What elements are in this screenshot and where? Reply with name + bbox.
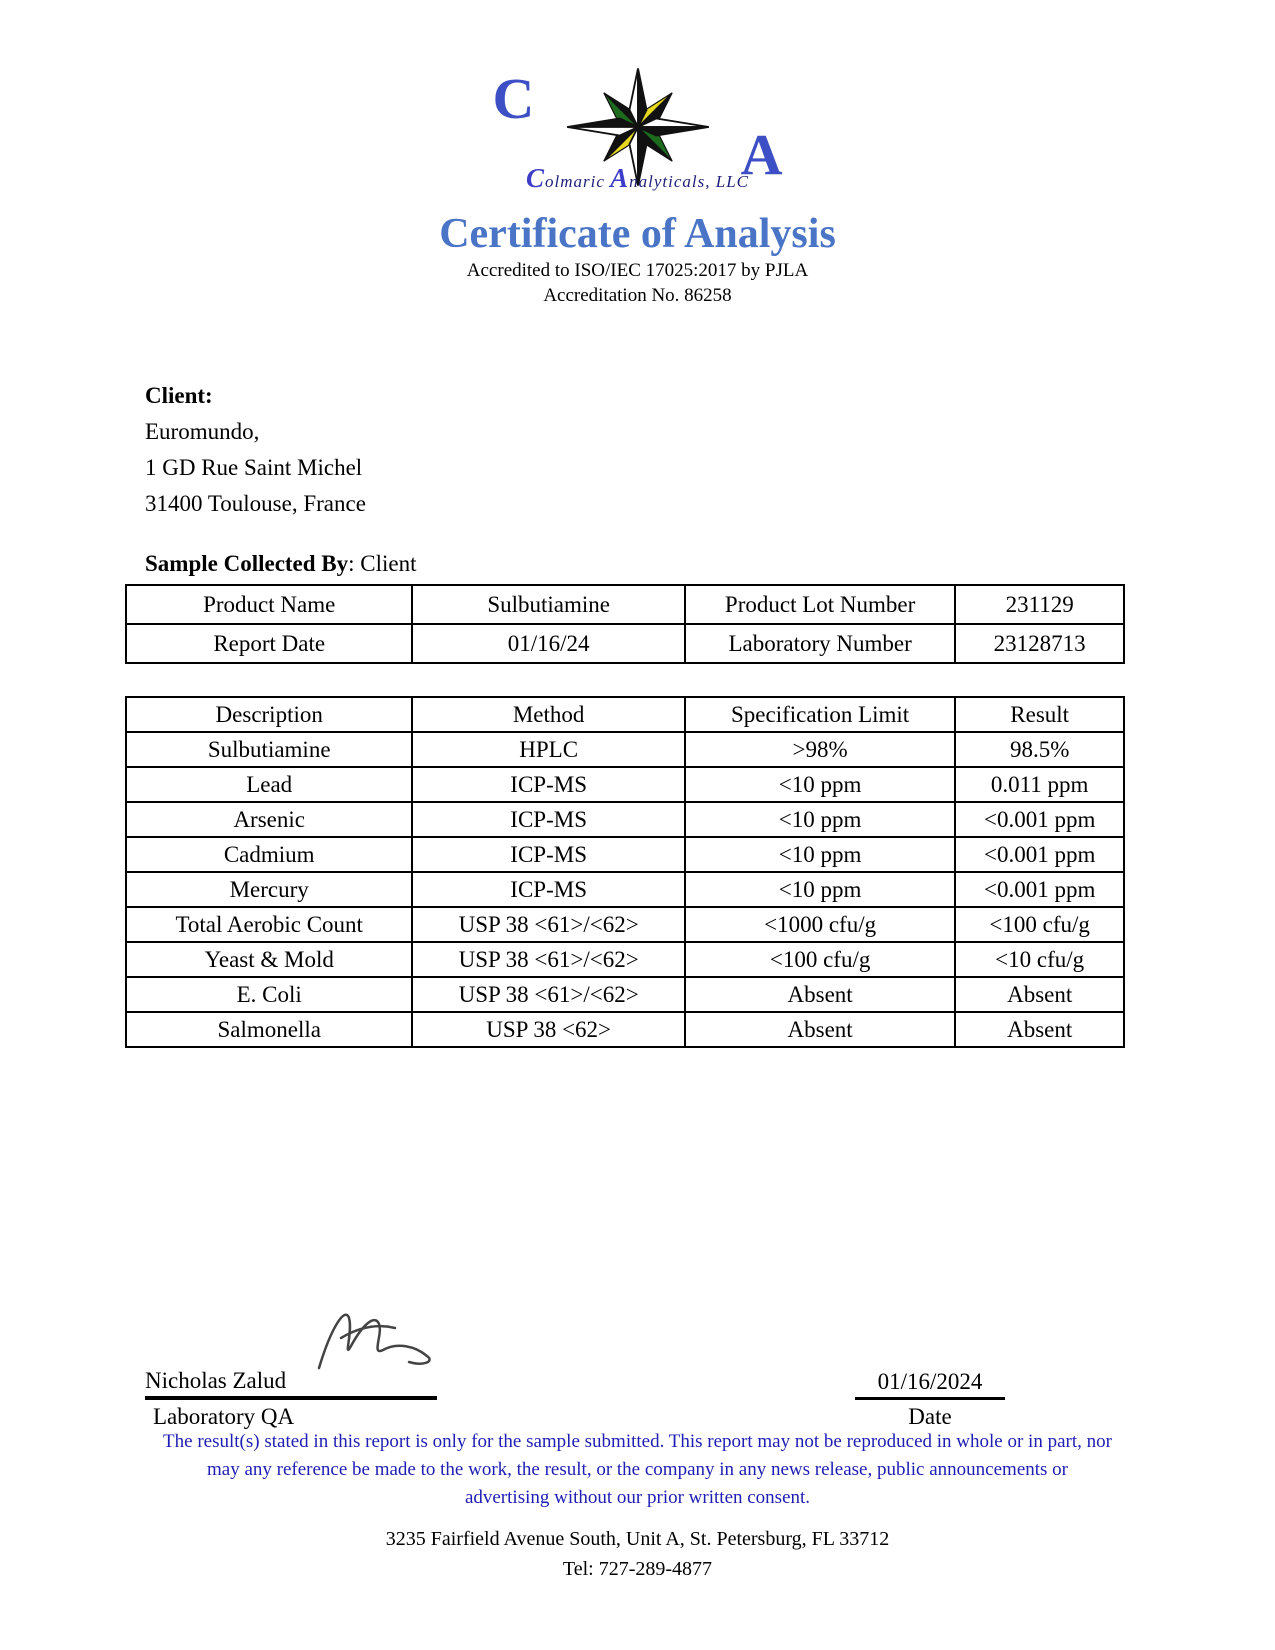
- result-cell: Total Aerobic Count: [126, 907, 412, 942]
- product-name-label: Product Name: [126, 585, 412, 624]
- result-cell: <10 ppm: [685, 837, 955, 872]
- product-lot-number-label: Product Lot Number: [685, 585, 955, 624]
- result-cell: Absent: [685, 1012, 955, 1047]
- sample-collected-by-label: Sample Collected By: [145, 551, 349, 576]
- result-cell: <0.001 ppm: [955, 837, 1124, 872]
- signature-label-row: [145, 1404, 1005, 1430]
- table-row: [126, 907, 1124, 942]
- logo-letter-c: C: [492, 66, 535, 131]
- result-cell: Lead: [126, 767, 412, 802]
- signature-line-row: [145, 1368, 1005, 1400]
- result-cell: ICP-MS: [412, 837, 684, 872]
- result-cell: E. Coli: [126, 977, 412, 1012]
- company-name-part2: nalyticals, LLC: [629, 172, 750, 191]
- result-cell: <10 ppm: [685, 872, 955, 907]
- footer-phone: Tel: 727-289-4877: [562, 1558, 713, 1580]
- result-cell: USP 38 <62>: [412, 1012, 684, 1047]
- laboratory-number-value: 23128713: [955, 624, 1124, 663]
- company-name-initial-a: A: [610, 163, 630, 193]
- result-cell: <10 ppm: [685, 802, 955, 837]
- title-block: [0, 210, 1275, 308]
- result-cell: Absent: [685, 977, 955, 1012]
- result-cell: Cadmium: [126, 837, 412, 872]
- result-cell: Sulbutiamine: [126, 732, 412, 767]
- signer-name: Nicholas Zalud: [145, 1368, 437, 1400]
- result-cell: <10 ppm: [685, 767, 955, 802]
- client-block: [145, 378, 366, 522]
- table-row: [126, 767, 1124, 802]
- product-info-table: [125, 584, 1125, 664]
- result-cell: 0.011 ppm: [955, 767, 1124, 802]
- result-cell: <0.001 ppm: [955, 872, 1124, 907]
- laboratory-number-label: Laboratory Number: [685, 624, 955, 663]
- result-cell: <100 cfu/g: [955, 907, 1124, 942]
- table-row: [126, 732, 1124, 767]
- table-row: [126, 977, 1124, 1012]
- result-cell: Arsenic: [126, 802, 412, 837]
- report-date-label: Report Date: [126, 624, 412, 663]
- result-cell: <1000 cfu/g: [685, 907, 955, 942]
- result-cell: <100 cfu/g: [685, 942, 955, 977]
- logo-letter-a: A: [740, 122, 783, 187]
- signature-block: [145, 1368, 1005, 1430]
- header-description: Description: [126, 697, 412, 732]
- header-specification-limit: Specification Limit: [685, 697, 955, 732]
- table-row: [126, 837, 1124, 872]
- company-name: [0, 163, 1275, 194]
- header-result: Result: [955, 697, 1124, 732]
- result-cell: HPLC: [412, 732, 684, 767]
- result-cell: <0.001 ppm: [955, 802, 1124, 837]
- result-cell: Absent: [955, 1012, 1124, 1047]
- signature-icon: [305, 1280, 455, 1380]
- signature-date: 01/16/2024: [855, 1369, 1005, 1400]
- table-row: [126, 802, 1124, 837]
- result-cell: ICP-MS: [412, 767, 684, 802]
- client-label: Client:: [145, 383, 213, 408]
- date-label: Date: [908, 1404, 952, 1429]
- page-title: Certificate of Analysis: [439, 211, 836, 257]
- result-cell: Salmonella: [126, 1012, 412, 1047]
- disclaimer-text: The result(s) stated in this report is only for the sample submitted. This report may not be reproduced in whole or in part, nor may any reference be made to the work, the result, or the company in any news release, public announcements or advertising without our prior written consent.: [163, 1431, 1112, 1508]
- sample-collected-by: [145, 551, 417, 577]
- table-row: [126, 942, 1124, 977]
- company-name-initial-c: C: [525, 163, 545, 193]
- sample-collected-by-value: : Client: [348, 551, 417, 576]
- table-row: [126, 872, 1124, 907]
- results-table: [125, 696, 1125, 1048]
- result-cell: USP 38 <61>/<62>: [412, 942, 684, 977]
- client-address-line1: 1 GD Rue Saint Michel: [145, 455, 363, 480]
- result-cell: ICP-MS: [412, 872, 684, 907]
- client-name: Euromundo,: [145, 419, 260, 444]
- footer: [0, 1524, 1275, 1584]
- table-row: [126, 1012, 1124, 1047]
- footer-address: 3235 Fairfield Avenue South, Unit A, St. Petersburg, FL 33712: [385, 1528, 890, 1550]
- result-cell: USP 38 <61>/<62>: [412, 907, 684, 942]
- result-cell: USP 38 <61>/<62>: [412, 977, 684, 1012]
- accreditation-line1: Accredited to ISO/IEC 17025:2017 by PJLA: [466, 260, 809, 282]
- report-date-value: 01/16/24: [412, 624, 684, 663]
- company-name-part1: olmaric: [545, 172, 611, 191]
- signer-title: Laboratory QA: [153, 1404, 295, 1429]
- result-cell: 98.5%: [955, 732, 1124, 767]
- table-row: [126, 624, 1124, 663]
- client-address-line2: 31400 Toulouse, France: [145, 491, 366, 516]
- table-header-row: [126, 697, 1124, 732]
- result-cell: >98%: [685, 732, 955, 767]
- result-cell: <10 cfu/g: [955, 942, 1124, 977]
- table-row: [126, 585, 1124, 624]
- header-method: Method: [412, 697, 684, 732]
- product-lot-number-value: 231129: [955, 585, 1124, 624]
- result-cell: Absent: [955, 977, 1124, 1012]
- product-name-value: Sulbutiamine: [412, 585, 684, 624]
- result-cell: Yeast & Mold: [126, 942, 412, 977]
- result-cell: ICP-MS: [412, 802, 684, 837]
- accreditation-line2: Accreditation No. 86258: [543, 285, 732, 307]
- result-cell: Mercury: [126, 872, 412, 907]
